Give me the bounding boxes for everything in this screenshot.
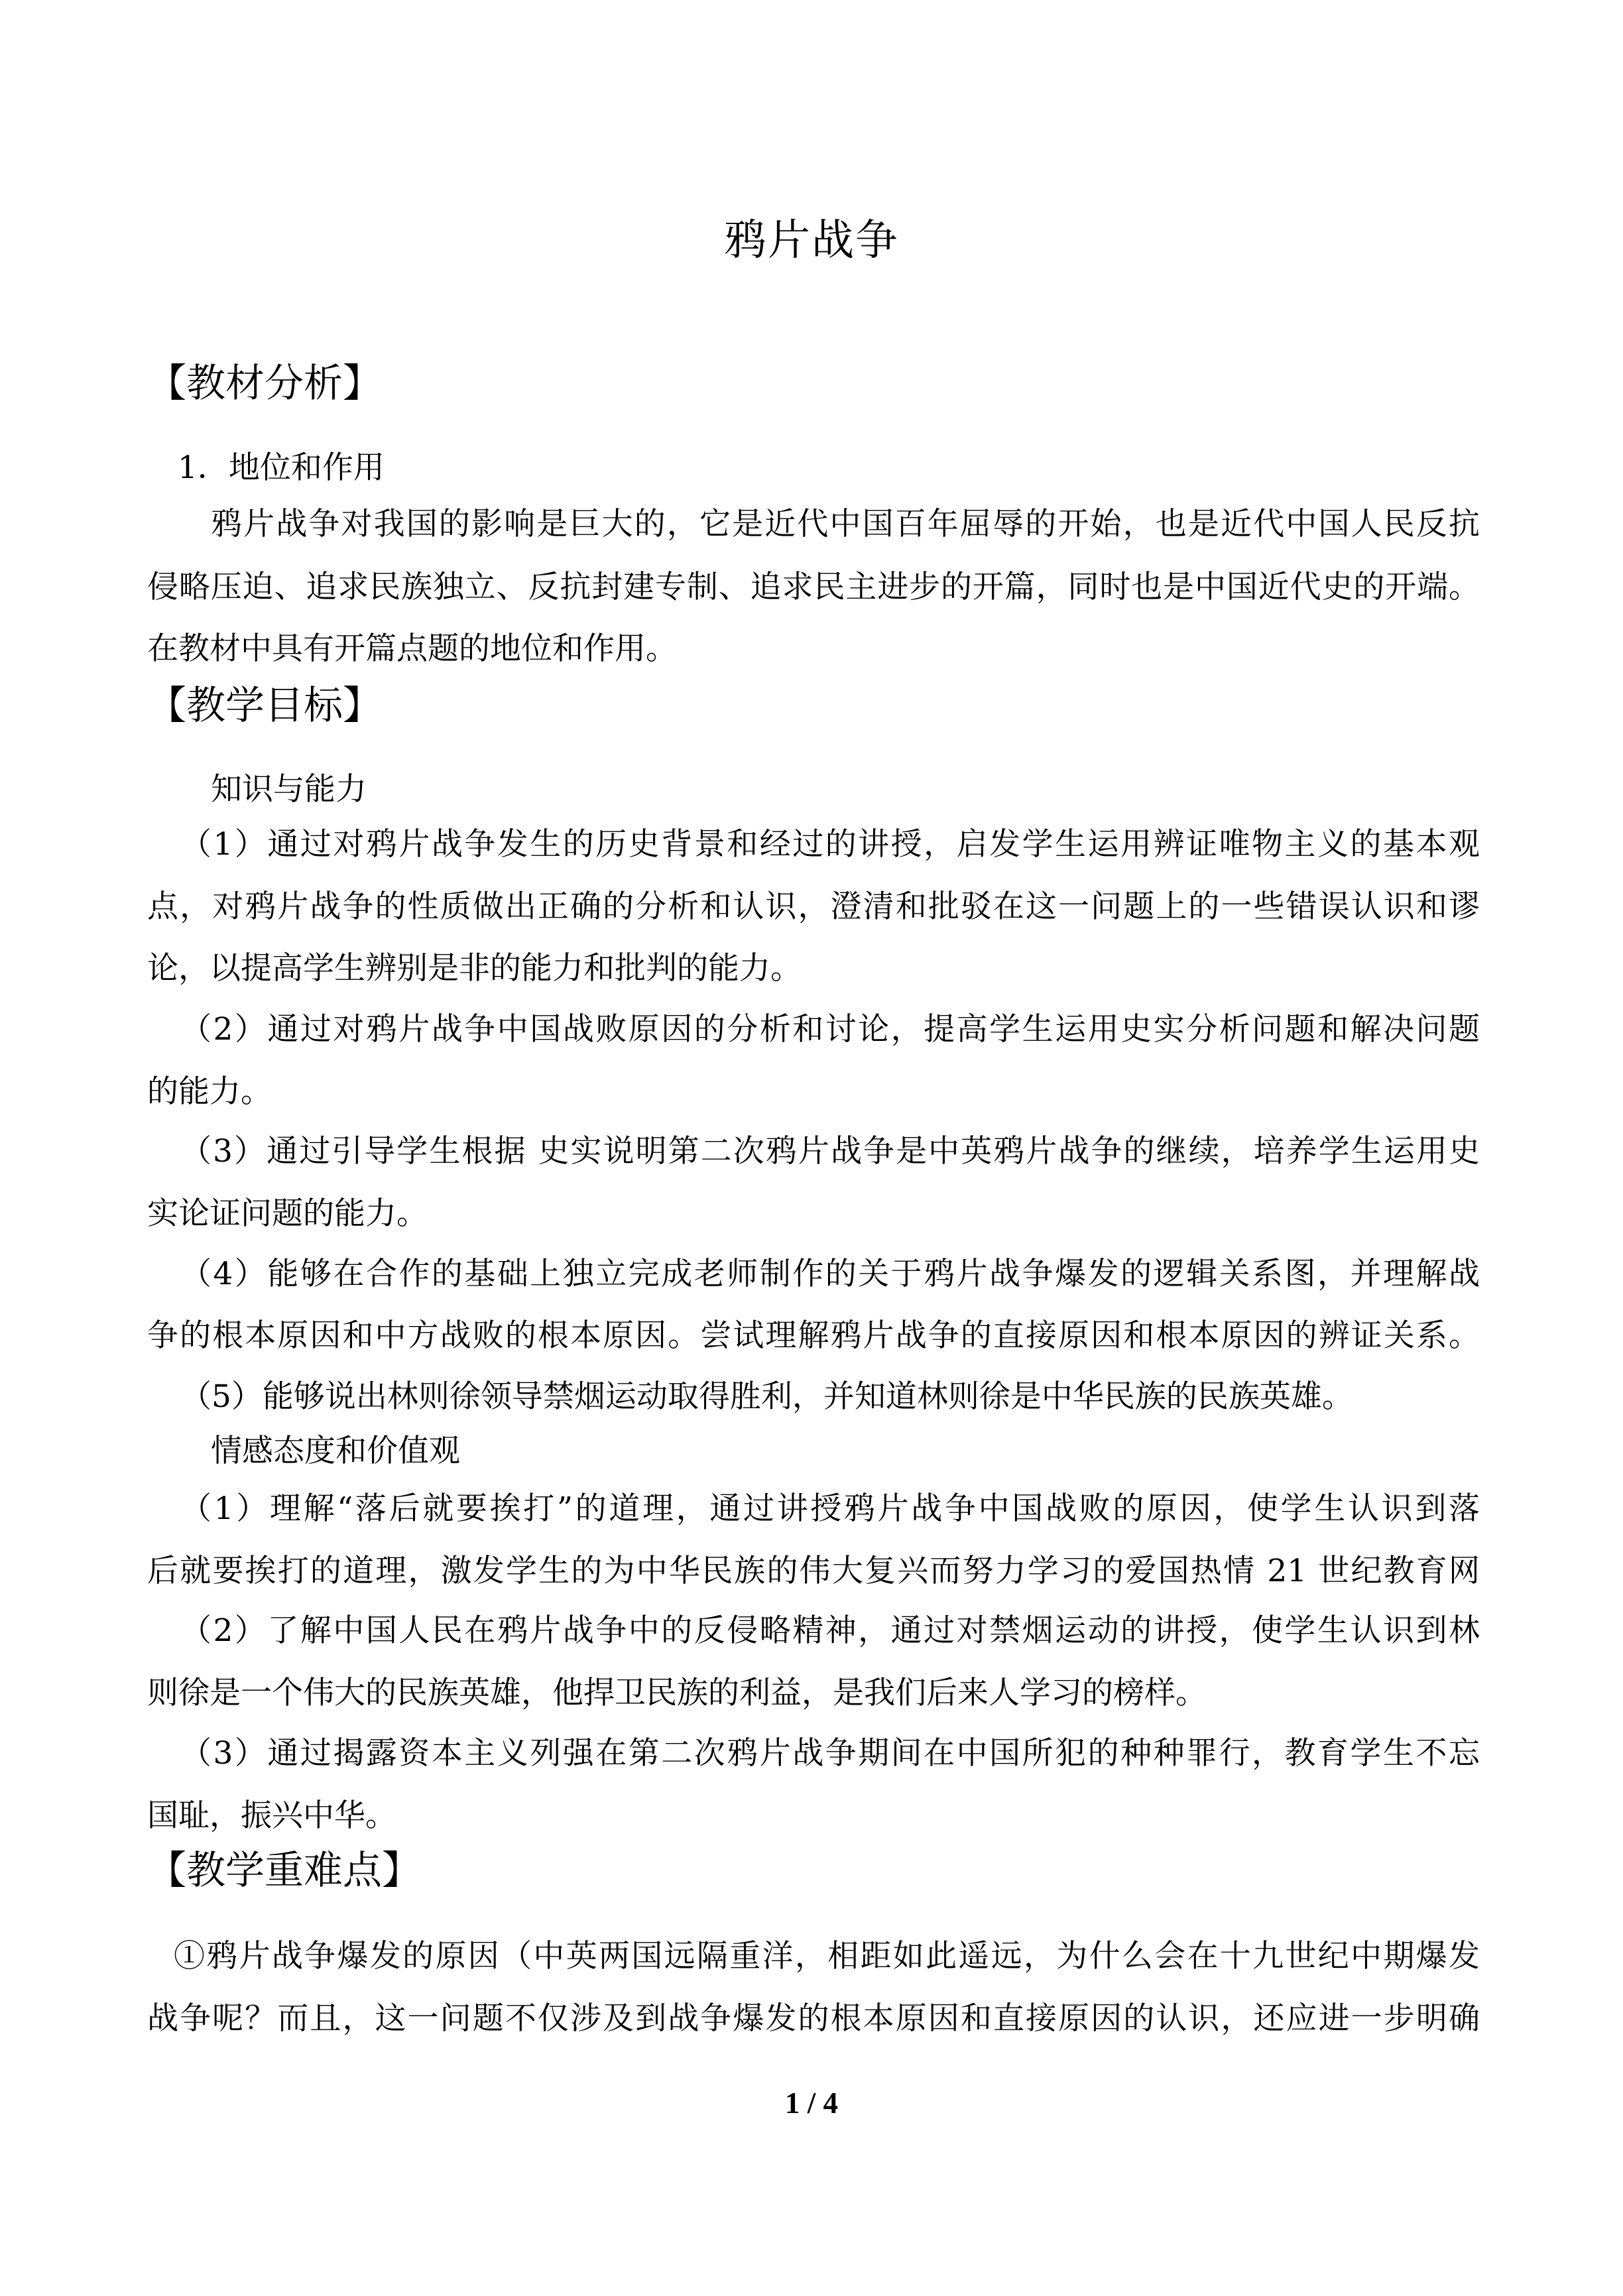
goal-line: 后就要挨打的道理，激发学生的为中华民族的伟大复兴而努力学习的爱国热情 21 世纪教育网 <box>147 1553 1480 1589</box>
goal-line: （1）通过对鸦片战争发生的历史背景和经过的讲授，启发学生运用辨证唯物主义的基本观 <box>180 826 1480 863</box>
goal-line: 论，以提高学生辨别是非的能力和批判的能力。 <box>147 950 802 987</box>
paragraph-line: 鸦片战争对我国的影响是巨大的，它是近代中国百年屈辱的开始，也是近代中国人民反抗 <box>211 506 1480 542</box>
section-heading-textbook-analysis: 【教材分析】 <box>147 360 383 406</box>
goal-line: （1）理解“落后就要挨打”的道理，通过讲授鸦片战争中国战败的原因，使学生认识到落 <box>180 1490 1480 1527</box>
section-heading-teaching-goals: 【教学目标】 <box>147 682 383 728</box>
subheading-emotion-values: 情感态度和价值观 <box>211 1433 460 1469</box>
goal-line: （3）通过引导学生根据 史实说明第二次鸦片战争是中英鸦片战争的继续，培养学生运用史 <box>180 1133 1480 1170</box>
section-heading-key-difficult-points: 【教学重难点】 <box>147 1847 422 1893</box>
key-point-line: 战争呢？而且，这一问题不仅涉及到战争爆发的根本原因和直接原因的认识，还应进一步明确 <box>147 2000 1480 2037</box>
subheading-knowledge-ability: 知识与能力 <box>211 771 367 808</box>
goal-line: 国耻，振兴中华。 <box>147 1797 396 1834</box>
goal-line: 实论证问题的能力。 <box>147 1195 428 1232</box>
goal-line: （3）通过揭露资本主义列强在第二次鸦片战争期间在中国所犯的种种罪行，教育学生不忘 <box>180 1735 1480 1772</box>
goal-line: 点，对鸦片战争的性质做出正确的分析和认识，澄清和批驳在这一问题上的一些错误认识和谬 <box>147 888 1480 925</box>
goal-line: 则徐是一个伟大的民族英雄，他捍卫民族的利益，是我们后来人学习的榜样。 <box>147 1675 1207 1711</box>
paragraph-line: 侵略压迫、追求民族独立、反抗封建专制、追求民主进步的开篇，同时也是中国近代史的开端。 <box>147 569 1480 605</box>
document-title: 鸦片战争 <box>724 216 899 265</box>
goal-line: （2）了解中国人民在鸦片战争中的反侵略精神，通过对禁烟运动的讲授，使学生认识到林 <box>180 1612 1480 1649</box>
key-point-line: ①鸦片战争爆发的原因（中英两国远隔重洋，相距如此遥远，为什么会在十九世纪中期爆发 <box>174 1938 1480 1974</box>
goal-line: （5）能够说出林则徐领导禁烟运动取得胜利，并知道林则徐是中华民族的民族英雄。 <box>180 1378 1353 1415</box>
goal-line: 的能力。 <box>147 1073 272 1110</box>
page-number: 1 / 4 <box>784 2086 838 2120</box>
goal-line: （4）能够在合作的基础上独立完成老师制作的关于鸦片战争爆发的逻辑关系图，并理解战 <box>180 1256 1480 1292</box>
goal-line: 争的根本原因和中方战败的根本原因。尝试理解鸦片战争的直接原因和根本原因的辨证关系。 <box>147 1317 1480 1354</box>
goal-line: （2）通过对鸦片战争中国战败原因的分析和讨论，提高学生运用史实分析问题和解决问题 <box>180 1011 1480 1048</box>
sub-item-position-role: 1．地位和作用 <box>178 450 385 486</box>
paragraph-line: 在教材中具有开篇点题的地位和作用。 <box>147 631 677 667</box>
